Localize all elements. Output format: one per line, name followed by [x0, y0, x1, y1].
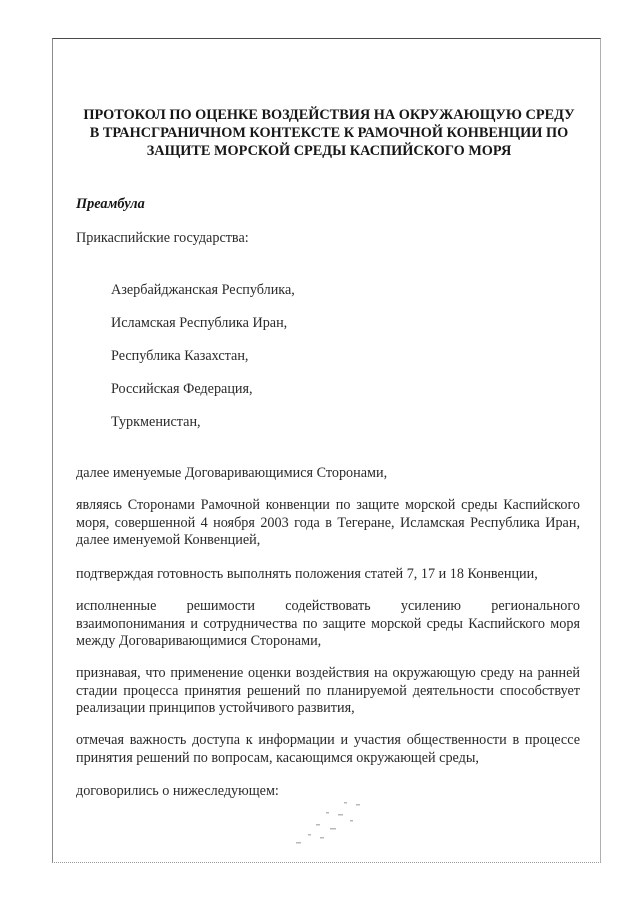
referred-as-text: далее именуемые Договаривающимися Сторонами,	[76, 465, 388, 481]
paragraph-recognizing	[76, 665, 580, 718]
paragraph-line: являясь Сторонами Рамочной конвенции по защите морской среды Каспийского	[76, 497, 580, 513]
paragraph-line: далее именуемой Конвенцией,	[76, 532, 261, 548]
paragraph-noting	[76, 732, 580, 767]
document-title	[68, 106, 590, 160]
paragraph-line: моря, совершенной 4 ноября 2003 года в Тегеране, Исламская Республика Иран,	[76, 514, 580, 531]
paragraph-line: стадии процесса принятия решений по планируемой деятельности способствует	[76, 682, 580, 699]
intro-text: Прикаспийские государства:	[76, 230, 249, 246]
paragraph-line	[76, 598, 580, 616]
paragraph-line: взаимопонимания и сотрудничества по защите морской среды Каспийского моря	[76, 615, 580, 632]
state-iran: Исламская Республика Иран,	[111, 315, 288, 331]
paragraph-line: между Договаривающимися Сторонами,	[76, 633, 322, 649]
closing-text: договорились о нижеследующем:	[76, 783, 279, 799]
faint-mark	[286, 800, 376, 850]
title-line-1: ПРОТОКОЛ ПО ОЦЕНКЕ ВОЗДЕЙСТВИЯ НА ОКРУЖАЮЩУЮ СРЕДУ	[83, 107, 575, 123]
state-russia: Российская Федерация,	[111, 381, 253, 397]
title-line-3: ЗАЩИТЕ МОРСКОЙ СРЕДЫ КАСПИЙСКОГО МОРЯ	[146, 143, 512, 159]
state-kazakhstan: Республика Казахстан,	[111, 348, 249, 364]
paragraph-word: усилению	[400, 598, 462, 614]
paragraph-line: признавая, что применение оценки воздействия на окружающую среду на ранней	[76, 665, 580, 681]
paragraph-word: регионального	[491, 598, 580, 614]
paragraph-being-parties	[76, 497, 580, 550]
paragraph-resolved	[76, 598, 580, 651]
state-azerbaijan: Азербайджанская Республика,	[111, 282, 295, 298]
paragraph-confirming: подтверждая готовность выполнять положения статей 7, 17 и 18 Конвенции,	[76, 566, 538, 582]
state-turkmenistan: Туркменистан,	[111, 414, 201, 430]
paragraph-line: реализации принципов устойчивого развития,	[76, 700, 355, 716]
paragraph-word: содействовать	[285, 598, 371, 614]
paragraph-word: решимости	[186, 598, 256, 614]
paragraph-word: исполненные	[76, 598, 157, 614]
paragraph-line: отмечая важность доступа к информации и участия общественности в процессе	[76, 732, 580, 748]
title-line-2: В ТРАНСГРАНИЧНОМ КОНТЕКСТЕ К РАМОЧНОЙ КОНВЕНЦИИ ПО	[89, 125, 569, 141]
preamble-heading: Преамбула	[76, 196, 145, 212]
paragraph-line: принятия решений по вопросам, касающимся окружающей среды,	[76, 749, 479, 766]
